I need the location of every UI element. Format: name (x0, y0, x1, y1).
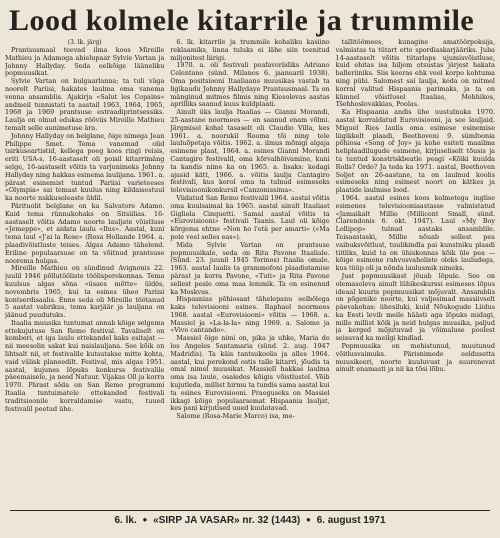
page-footer (10, 510, 490, 526)
paragraph: 1970. a. oli festivali peafavoriidiks Adriano Celentano (sünd. Milanos 6. jaanuaril 1938). Oma positsiooni Itaaliaans muusikas vastab ta ligikaudu Johnny Hallydaye Prantsusmaal. Ta on mänginud mitmes filmis ning Kiesolevas aastas aprilliks saanud kuus kuldplaati. (170, 61, 330, 109)
article-columns (5, 39, 495, 510)
bullet-separator: ● (306, 515, 311, 524)
paragraph: Mireille Mathieu on sündinud Avignonis 22. juulil 1946 põllutööliste töölisperekonnas. Tema kuulsus algas sõna «üsaes mõtte» üldös, novembris 1965, kui ta esines üheo Pariisi kontserdisaalis. Enne seda oli Mireille töötanud 5 aastat vabrikus, tema karjäär ja lauljana on jäänud puudutuks. (5, 264, 165, 320)
page-number: 6. lk. (114, 515, 137, 526)
paragraph: Mida Sylvie Vartan on prantsuse popmuusikale, seda on Rita Pavone Itaaliale. (Sünd. 23. juunil 1945 Torinos) Itaalia omale. 1963. aastal laulis ta grammofoni plaadistamise pärast ja korra Pavone, «Tuti» ja Rita Pavone sellest peale oma maa lemmik. Ta on esinenud ka Moskvas. (170, 240, 330, 296)
bullet-separator: ● (142, 515, 148, 524)
paragraph: Itaalia muusika tuntumat annab kõige selgema ettekujutuse San Remo festival. Tavaliselt on komberi, et iga laulu ettekandel kaks esitajat — nii meesolin sakat kui naislauljana. See kõik on lihtsalt nii, et festivalile kutsutakse mitte kohta, vaid välisk planeedilt. Festival, mis algas 1951. aastal, kujunes lõpuks konkurss festivalile päeemaisele, ja need Natuur. Vijakas Oll ja korra 1970. Pärast sõda on San Remo programmi Itaalia tuntuimatele ettekanded festivali traditsioonile korraldamise vastu, tuued festivalil peetud ühe. (5, 318, 165, 413)
paragraph: 1964. aastal esines koos kolmetega inglise esimenes televisiooniaastasse valmistatud «Jamaikalt Millie (Millicent Small, sünd. Clarendonis 6. okt. 1947). Laul «My Boy Lollipop» tulnud aastaks ansamblile. Teisaastaski, Millie nõuab sellest pea vaibuksvõitlust, tuulikindla pai kunstniku plaadi tiitliks, kuid ta on ühiskonnas kõik üle pea — kõige esimene rahvusvaheliste oleks lauludega, kus tüüp oli ja nõnda laulusmik nimeks. (335, 193, 495, 273)
column-2 (170, 39, 329, 510)
column-3 (336, 39, 495, 510)
publication-date: 6. august 1971 (316, 515, 386, 526)
publication-issue: «SIRP JA VASAR» nr. 32 (1443) (153, 515, 301, 526)
byline: (3. lk. järg) (67, 39, 102, 46)
paragraph: Johnny Hallyday on belglane, õige nimega Jean Philippe Smet. Tema vanemad olid tsirkuseartistid, kellega poeg koos ringi reisis, eriti USA-s. 16-aastaselt oli poisil kitarrimäng selge, 16-aastaselt võitis ta varjunimeks Johnny Hallyday ning hakkas esinema laulijana. 1961. a. pärast esinemist tuntud Pariisi varieteeses «Olympia» sai temast kuulus ning kildaisestuul ka noorte nakkuseleaste üldil. (5, 131, 165, 203)
paragraph: Hispaanias põhiosaat tähelepanu eelbölega kaks televisiooni esines. Raphael noormees 1968. aastal «Eurovisiooni» võitis — 1968. a. Massiel ja «La-la-la» ning 1969. a. Salome ja «Vivo cantando». (170, 295, 330, 335)
column-1 (5, 39, 164, 510)
paragraph: Sylvie Vartan on bulgaarlanna; ta tuli väga noorelt Pariisi, hakates laulma oma vanema venna ansamblis. Ajakirja «Salut les Copains» andmeil tunnistati ta aastail 1963, 1964, 1965, 1968 ja 1969 prantsuse estraadiprintsessiks. Laulja on olnud edukas rööviis Mireille Mathieu temalt selle aunimetuse ära. (5, 77, 165, 132)
headline: Lood kolmele kitarrile ja trummile (9, 4, 475, 37)
paragraph: Pärituolit belglane on ka Salvatore Adamo. Kuid tema rünnukohaks on Sitsiilias. 16-aastaselt võitis Adamo noorte lauljate võistluse «Jemeppe», et aidata laulu «Ilus». Aastal, kuni tema laul «J'ai la Rose» (Rosa Hollande 1964. a. plaadivõistluste teises. Algas Adamo tähelend. Eriline populaarsuse on ta võitnud prantsuse noorema hulgas. (5, 201, 165, 265)
paragraph: Salome (Rosa-Marie Marco) isa, me- (176, 412, 295, 421)
paragraph: Prantsusmaal teevad ilma koos Mireille Mathieu ja Adamoga abielupaar Sylvie Vartan ja Johnny Hallyday. Seda eelkõige lääneliku popmuusikat. (5, 46, 165, 78)
paragraph: 6. lk. kitarrile ja trummile kohaliku kasiino reklaamiks, linna tuluks ei lähe siin teenitud miljonitest liirigi. (170, 39, 330, 62)
paragraph: Ka Hispaania andis ühe uustulnuka 1970. aastal korraldatud Eurovisiooni, ja see lauljaid. Miguel Rios laulis oma esimese esinemise liigikkelt plaadi, Beethoveni 9. sümfoonia põhiosa «Song of Joy» ja kohe esiteti maailma heliplaadilugude esimene, kirjuseliselt tõusis ja ta tuntud konstriskbeatle peagi «Kõiki kuulda Rolls? Ordo? Ja teda ka 1971. aastal, Beethoven Soljet on 26-aastane, ta on laulnud koolis esimeseks ning esimest noort on kätkes ja plaatide laulmise lood. (335, 108, 495, 195)
paragraph: Viidatud San Remo festivalil 1964. aastal võitis oma kuulsaimal ka 1965. aastal ainult Itaaliast Gigliola Cinquetti. Samal aastal võitis ta «Eurovisiooni» festivali Taanis. Laul oli kõige kõrgema ehtne «Non ho l'età per amarti» («Ma pole veel selles eas»). (170, 193, 330, 241)
paragraph: Just popmuusikast jõuab lõpule. See on olemasoleva ainult lühikeskurssi esimeses lõpus ideaal kuuris popmuusikat mõjuvalt. Ansamblis on põgenike noorte, kui valjesimad massiivselt päevakohas: ühesiluki, kuid Nõukogude Liidus ka Eesti levib meile häästi aga lõpuks midagi, mille millist kõik ja neid hulgas muusika, paljud ja kerged mõjutuvad ja võimaluse poolest seisuvad ka meilgi kindlad. (335, 271, 495, 343)
paragraph: Popmuusika on mehistunud, muutunud võitlusvaimuks. Pärisnimede eeldusetta muusikeeri, noorte kuuluvust ja suurenevat ainult enamasti ja nii ka tõsi lõbu. (335, 342, 495, 374)
paragraph: Massiel õige nimi on, pika ja uhke, Maria de los Angeles Santamaria (sünd. 2. aug. 1947 Madridis). Ta käis tantsukoolis ja alles 1964. aastal, kui perekond ostis talle kitarri, jõudis ta omal nimel muusikat. Massiell hakkas laulma oma isa laule, osaledes kõigis võistlustel. Võib kujutleda, millist hirmu ta tundis sama aastal kui ta esines Eurovisiooni. Praeguseks on Massiel ikkagi kõige populaarsemat Hispaania lauljat, kes pani kirjutised uued kuulatavad. (170, 334, 330, 413)
paragraph: Ainult üks laulja Itaalias — Gianni Morandi, 25-aastane noormees — on saanud enam võlmi. Järgmisel kohal tasaselt oli Claudio Villa, kes 1961. a. noorukil Rooma tõi ning tele lauluõpetaja võitis. 1962. a. ilmus mõnigi algaja esimene plaat, 1964. a. esines Gianni Morandi Cantagiro festivalil, oma kõrvalhõivamine, kuni ta kandis nime ka on 1965. a. lisaks: kedagi ajasid kätt, 1966. a. võitis laulja Cantagiro festivali, kus kerol oma ta tulnud esimeseks televisioonikonkursil «Canzonissima». (170, 108, 330, 195)
paragraph: tallitöömees, kunagine amatöörpoksija, valmistas ta tütart ette spordiaskarjääriks. Juba 14-aastaselt võitis tütarlaps ujumisvõistluse, kuid ehitas isa hiljem otsustas järjest hakata balleriiniks. Siis keeras ehk veel korpo kohtuma ning pühi. Salomest sai laulja, keda on mitmel korral valitud Hispaania parimaks, ja ta on kümnel võistlusel Itaalias, Mehhikos, Tšehhoslovakkias, Poolas. (335, 39, 495, 109)
